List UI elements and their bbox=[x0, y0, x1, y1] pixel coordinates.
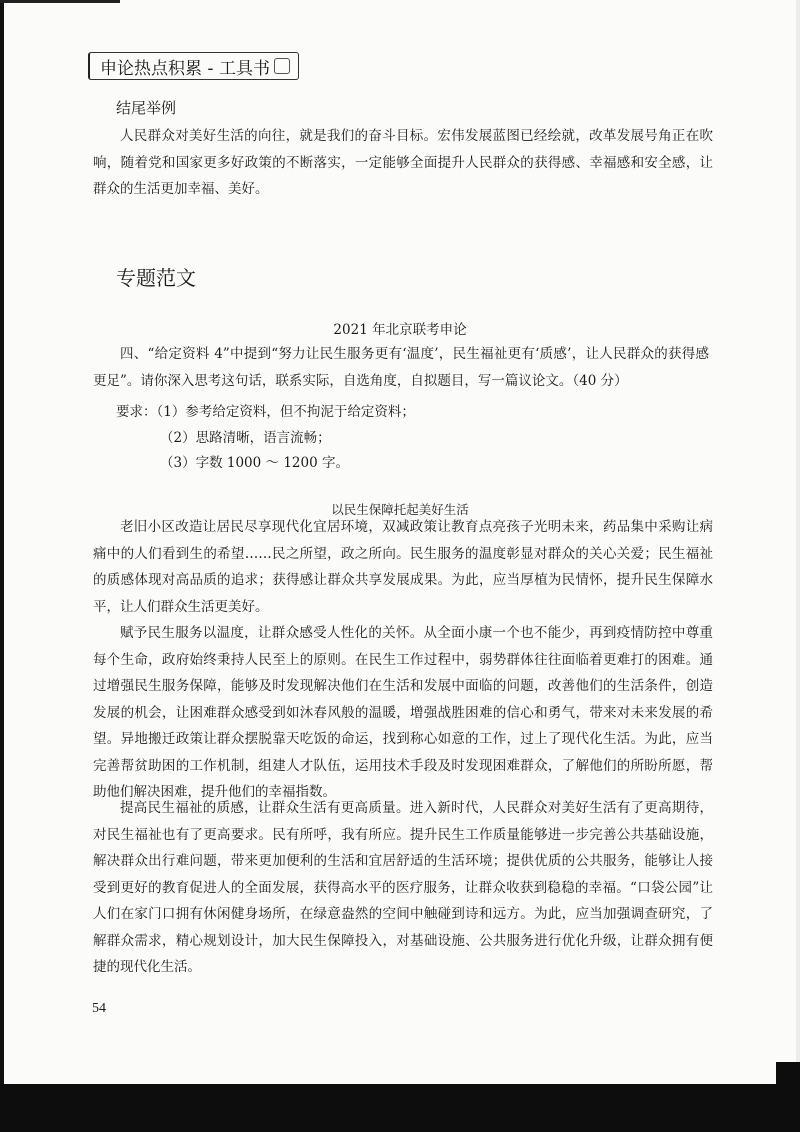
model-essay-heading: 专题范文 bbox=[116, 266, 196, 290]
header-book-icon bbox=[274, 58, 290, 74]
requirement-1: 要求：（1）参考给定资料，但不拘泥于给定资料； bbox=[116, 404, 415, 420]
exam-title: 2021 年北京联考申论 bbox=[333, 322, 467, 338]
ending-example-text: 人民群众对美好生活的向往，就是我们的奋斗目标。宏伟发展蓝图已经绘就，改革发展号角正在吹响，随着党和国家更多好政策的不断落实，一定能够全面提升人民群众的获得感、幸福感和安全感，让群众的生活更加幸福、美好。 bbox=[93, 128, 713, 197]
ending-example-heading: 结尾举例 bbox=[116, 99, 177, 117]
scan-edge-left bbox=[0, 0, 4, 1132]
exam-question: 四、“给定资料 4”中提到“努力让民生服务更有‘温度’，民生福祉更有‘质感’，让人民群众的获得感更足”。请你深入思考这句话，联系实际，自选角度，自拟题目，写一篇议论文。（40 分） bbox=[93, 346, 709, 389]
header-title: 申论热点积累 - 工具书 bbox=[100, 58, 270, 79]
essay-paragraph: 提高民生福祉的质感，让群众生活有更高质量。进入新时代，人民群众对美好生活有了更高期待，对民生福祉也有了更高要求。民有所呼，我有所应。提升民生工作质量能够进一步完善公共基础设施，解决群众出行难问题，带来更加便利的生活和宜居舒适的生活环境；提供优质的公共服务，能够让人接受到更好的教育促进人的全面发展，获得高水平的医疗服务，让群众收获到稳稳的幸福。“口袋公园”让人们在家门口拥有休闲健身场所，在绿意盎然的空间中触碰到诗和远方。为此，应当加强调查研究，了解群众需求，精心规划设计，加大民生保障投入，对基础设施、公共服务进行优化升级，让群众拥有便捷的现代化生活。 bbox=[93, 800, 713, 975]
scan-edge-top bbox=[0, 0, 120, 3]
requirement-3: （3）字数 1000 ～ 1200 字。 bbox=[160, 455, 349, 471]
running-header bbox=[88, 52, 299, 80]
page-number: 54 bbox=[92, 1001, 106, 1016]
scan-edge-bottom bbox=[0, 1084, 800, 1132]
requirement-2: （2）思路清晰，语言流畅； bbox=[160, 430, 331, 446]
essay-paragraph: 赋予民生服务以温度，让群众感受人性化的关怀。从全面小康一个也不能少，再到疫情防控中尊重每个生命，政府始终秉持人民至上的原则。在民生工作过程中，弱势群体往往面临着更难打的困难。通过增强民生服务保障，能够及时发现解决他们在生活和发展中面临的问题，改善他们的生活条件，创造发展的机会，让困难群众感受到如沐春风般的温暖，增强战胜困难的信心和勇气，带来对未来发展的希望。异地搬迁政策让群众摆脱靠天吃饭的命运，找到称心如意的工作，过上了现代化生活。为此，应当完善帮贫助困的工作机制，组建人才队伍，运用技术手段及时发现困难群众，了解他们的所盼所愿，帮助他们解决困难，提升他们的幸福指数。 bbox=[93, 625, 713, 800]
essay-title: 以民生保障托起美好生活 bbox=[331, 502, 469, 517]
essay-paragraph: 老旧小区改造让居民尽享现代化宜居环境，双减政策让教育点亮孩子光明未来，药品集中采购让病痛中的人们看到生的希望……民之所望，政之所向。民生服务的温度彰显对群众的关心关爱；民生福祉的质感体现对高品质的追求；获得感让群众共享发展成果。为此，应当厚植为民情怀，提升民生保障水平，让人们群众生活更美好。 bbox=[93, 519, 713, 615]
scan-edge-right bbox=[796, 0, 800, 1132]
